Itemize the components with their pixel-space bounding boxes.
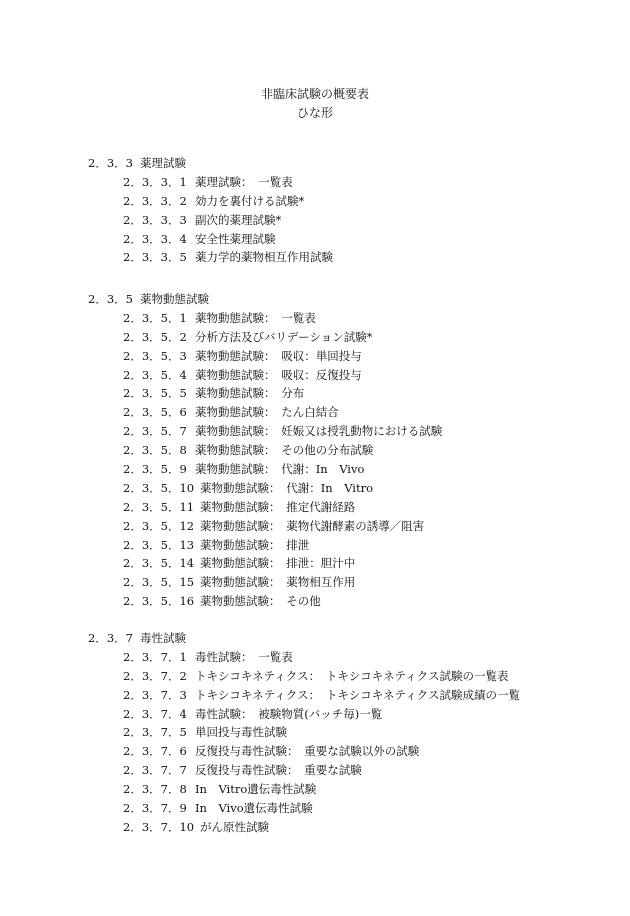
toc-entry xyxy=(88,441,618,460)
entry-title: 薬物動態試験： たん白結合 xyxy=(195,405,339,420)
entry-number: 2．3．5．6 xyxy=(123,405,187,420)
entry-number: 2．3．5．13 xyxy=(123,537,195,552)
section-title: 毒性試験 xyxy=(140,631,186,645)
entry-title: 効力を裏付ける試験* xyxy=(195,193,305,208)
toc-entry xyxy=(88,347,618,366)
entry-title: 薬物動態試験： 吸収：単回投与 xyxy=(195,348,362,363)
section-number: 2．3．3 xyxy=(88,156,133,170)
entry-number: 2．3．5．12 xyxy=(123,518,195,533)
entry-title: 毒性試験： 被験物質(バッチ毎)一覧 xyxy=(195,706,383,721)
toc-entry xyxy=(88,248,618,267)
toc-entry xyxy=(88,479,618,498)
toc-entry xyxy=(88,573,618,592)
entry-number: 2．3．3．3 xyxy=(123,212,187,227)
entry-number: 2．3．5．5 xyxy=(123,386,187,401)
entry-number: 2．3．7．5 xyxy=(123,725,187,740)
entry-title: 薬物動態試験： 代謝：In Vivo xyxy=(195,462,365,477)
toc-entry xyxy=(88,761,618,780)
toc-section xyxy=(88,629,618,837)
entry-number: 2．3．5．4 xyxy=(123,367,187,382)
entry-number: 2．3．5．7 xyxy=(123,424,187,439)
entry-number: 2．3．7．10 xyxy=(123,819,195,834)
toc-entry xyxy=(88,536,618,555)
entry-number: 2．3．7．3 xyxy=(123,687,187,702)
entry-number: 2．3．7．7 xyxy=(123,763,187,778)
entry-number: 2．3．5．10 xyxy=(123,480,195,495)
entry-number: 2．3．5．8 xyxy=(123,443,187,458)
toc-entry xyxy=(88,211,618,230)
toc-entry xyxy=(88,422,618,441)
entry-title: 反復投与毒性試験： 重要な試験以外の試験 xyxy=(195,744,420,759)
toc-section xyxy=(88,290,618,611)
section-title: 薬物動態試験 xyxy=(140,292,209,306)
section-heading xyxy=(88,290,618,309)
toc-entry xyxy=(88,173,618,192)
toc-entry xyxy=(88,667,618,686)
entry-number: 2．3．3．2 xyxy=(123,193,187,208)
entry-title: 単回投与毒性試験 xyxy=(195,725,287,740)
toc-entry xyxy=(88,554,618,573)
toc-entry xyxy=(88,403,618,422)
entry-title: 毒性試験： 一覧表 xyxy=(195,649,293,664)
entry-title: 薬物動態試験： 薬物相互作用 xyxy=(200,575,356,590)
toc-entry xyxy=(88,230,618,249)
entry-title: 薬物動態試験： その他 xyxy=(200,594,321,609)
entry-title: 薬力学的薬物相互作用試験 xyxy=(195,250,333,265)
entry-number: 2．3．7．2 xyxy=(123,668,187,683)
toc-entry xyxy=(88,648,618,667)
entry-title: 薬物動態試験： 妊娠又は授乳動物における試験 xyxy=(195,424,443,439)
toc-entry xyxy=(88,780,618,799)
entry-title: トキシコキネティクス： トキシコキネティクス試験の一覧表 xyxy=(195,668,509,683)
entry-title: 薬理試験： 一覧表 xyxy=(195,174,293,189)
entry-number: 2．3．5．1 xyxy=(123,310,187,325)
toc-entry xyxy=(88,517,618,536)
toc-entry xyxy=(88,309,618,328)
toc-entry xyxy=(88,686,618,705)
entry-number: 2．3．5．16 xyxy=(123,594,195,609)
entry-title: トキシコキネティクス： トキシコキネティクス試験成績の一覧 xyxy=(195,687,520,702)
document-title: 非臨床試験の概要表 xyxy=(260,87,369,101)
entry-number: 2．3．3．5 xyxy=(123,250,187,265)
entry-number: 2．3．7．1 xyxy=(123,649,187,664)
entry-title: 薬物動態試験： 推定代謝経路 xyxy=(200,499,356,514)
entry-number: 2．3．7．4 xyxy=(123,706,187,721)
entry-title: 副次的薬理試験* xyxy=(195,212,282,227)
entry-title: 薬物動態試験： 薬物代謝酵素の誘導／阻害 xyxy=(200,518,425,533)
section-number: 2．3．5 xyxy=(88,292,133,306)
entry-number: 2．3．3．4 xyxy=(123,231,187,246)
toc-entry xyxy=(88,742,618,761)
entry-number: 2．3．5．9 xyxy=(123,462,187,477)
entry-number: 2．3．7．8 xyxy=(123,782,187,797)
section-title: 薬理試験 xyxy=(140,156,186,170)
entry-number: 2．3．5．2 xyxy=(123,329,187,344)
toc-section xyxy=(88,154,618,267)
toc-entry xyxy=(88,366,618,385)
toc-entry xyxy=(88,384,618,403)
entry-title: 分析方法及びバリデーション試験* xyxy=(195,329,373,344)
entry-number: 2．3．5．14 xyxy=(123,556,195,571)
entry-number: 2．3．7．6 xyxy=(123,744,187,759)
entry-title: 薬物動態試験： 一覧表 xyxy=(195,310,316,325)
entry-title: がん原性試験 xyxy=(200,819,269,834)
entry-title: In Vivo遺伝毒性試験 xyxy=(195,801,313,816)
toc-entry xyxy=(88,192,618,211)
entry-number: 2．3．5．3 xyxy=(123,348,187,363)
entry-title: 薬物動態試験： その他の分布試験 xyxy=(195,443,374,458)
entry-title: 薬物動態試験： 代謝：In Vitro xyxy=(200,480,374,495)
document-subtitle: ひな形 xyxy=(296,106,333,120)
entry-number: 2．3．5．15 xyxy=(123,575,195,590)
entry-number: 2．3．3．1 xyxy=(123,174,187,189)
entry-title: In Vitro遺伝毒性試験 xyxy=(195,782,317,797)
entry-title: 薬物動態試験： 吸収：反復投与 xyxy=(195,367,362,382)
entry-number: 2．3．7．9 xyxy=(123,801,187,816)
toc-entry xyxy=(88,705,618,724)
toc-entry xyxy=(88,460,618,479)
section-heading xyxy=(88,629,618,648)
toc-entry xyxy=(88,799,618,818)
entry-title: 薬物動態試験： 排泄：胆汁中 xyxy=(200,556,356,571)
entry-title: 薬物動態試験： 排泄 xyxy=(200,537,310,552)
toc-entry xyxy=(88,818,618,837)
section-number: 2．3．7 xyxy=(88,631,133,645)
entry-title: 薬物動態試験： 分布 xyxy=(195,386,305,401)
entry-title: 安全性薬理試験 xyxy=(195,231,276,246)
toc-entry xyxy=(88,498,618,517)
section-heading xyxy=(88,154,618,173)
toc-entry xyxy=(88,723,618,742)
toc-entry xyxy=(88,592,618,611)
entry-number: 2．3．5．11 xyxy=(123,499,195,514)
entry-title: 反復投与毒性試験： 重要な試験 xyxy=(195,763,362,778)
toc-entry xyxy=(88,328,618,347)
